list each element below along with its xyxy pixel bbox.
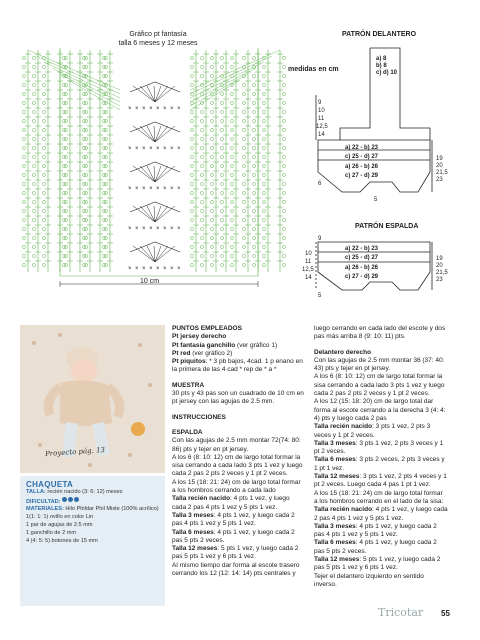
talla-6m-label: Talla 6 meses bbox=[172, 528, 214, 536]
svg-text:×: × bbox=[170, 146, 174, 152]
svg-text:×: × bbox=[128, 146, 132, 152]
delantero-heading: Delantero derecho bbox=[314, 348, 372, 356]
fantasia-ref: (ver gráfico 1) bbox=[235, 341, 278, 349]
fantasia-label: Pt fantasía ganchillo bbox=[172, 341, 236, 349]
front-waist-3: c) 27 - d) 29 bbox=[345, 173, 379, 179]
back-left-4: 14 bbox=[305, 275, 312, 281]
text-column-2 bbox=[314, 325, 448, 589]
col2-first: luego cerrando en cada lado del escote y dos pas más arriba 8 (9: 10: 11) pts. bbox=[314, 325, 446, 341]
talla-rn-text: : 4 pts 1 vez, y luego cada 2 pas 4 pts 1 vez y 5 pts 1 vez. bbox=[172, 495, 290, 511]
b-6m-label: Talla 6 meses bbox=[314, 539, 356, 547]
talla-rn-label: Talla recién nacido bbox=[172, 495, 231, 503]
svg-text:×: × bbox=[177, 226, 181, 232]
front-left-4: 14 bbox=[318, 132, 325, 138]
b-6m-text: : 4 pts 1 vez, y luego cada 2 pas 5 pts 2 veces. bbox=[314, 539, 437, 555]
text-column-1 bbox=[172, 325, 304, 578]
front-bottom-1: 5 bbox=[374, 197, 378, 203]
photo-caption: Proyecto pág. 13 bbox=[44, 445, 106, 459]
difficulty-dot-icon bbox=[74, 497, 79, 502]
front-left-2: 11 bbox=[318, 116, 325, 122]
front-left-1: 10 bbox=[318, 108, 325, 114]
svg-text:×: × bbox=[163, 266, 167, 272]
svg-text:×: × bbox=[128, 106, 132, 112]
back-waist-1: c) 25 - d) 27 bbox=[345, 255, 379, 261]
svg-text:×: × bbox=[128, 186, 132, 192]
svg-text:×: × bbox=[149, 106, 153, 112]
espalda-text-2: A los 6 (8: 10: 12) cm de largo total formar la sisa cerrando a cada lado 3 pts 1 vez y luego cada 2 pas 2 pts 2 veces y 1 pt 2 veces. bbox=[172, 453, 303, 478]
svg-text:×: × bbox=[135, 186, 139, 192]
difficulty-dot-icon bbox=[62, 497, 67, 502]
col1-last: Al mismo tiempo dar forma al escote trasero cerrando los 12 (12: 14: 14) pts centrales y bbox=[172, 561, 300, 578]
fantasia-line bbox=[172, 342, 304, 350]
delantero-text-1: Con las agujas de 2.5 mm montar 36 (37: 40: 43) pts y tejer en pt jersey. bbox=[314, 356, 445, 373]
back-bottom-0: 5 bbox=[318, 293, 322, 299]
dificultad-key: DIFICULTAD: bbox=[26, 498, 61, 505]
talla-key: TALLA: bbox=[26, 489, 46, 495]
back-left-0: 9 bbox=[318, 236, 322, 242]
piquitos-text: : * 3 pb bajos, 4cad. 1 p enano en la primera de las 4 cad * rep de * a * bbox=[172, 358, 303, 374]
svg-text:×: × bbox=[170, 186, 174, 192]
front-top-a: a) 8 bbox=[376, 56, 387, 62]
b-rn-text: : 4 pts 1 vez, y luego cada 2 pas 4 pts 1 vez y 5 pts 1 vez. bbox=[314, 506, 448, 522]
front-right-2: 21,5 bbox=[436, 170, 448, 176]
svg-text:×: × bbox=[128, 266, 132, 272]
svg-text:×: × bbox=[149, 186, 153, 192]
talla-12m-text: : 5 pts 1 vez, y luego cada 2 pas 5 pts 1 vez y 6 pts 1 vez. bbox=[172, 545, 299, 561]
back-left-3: 12,5 bbox=[302, 267, 314, 273]
a-3m-line bbox=[314, 440, 448, 457]
svg-text:×: × bbox=[142, 106, 146, 112]
talla-3m-label: Talla 3 meses bbox=[172, 511, 214, 519]
red-ref: (ver gráfico 2) bbox=[190, 349, 233, 357]
back-pattern-title: PATRÓN ESPALDA bbox=[355, 223, 419, 230]
svg-text:×: × bbox=[156, 106, 160, 112]
talla-rn-line bbox=[172, 495, 304, 512]
b-3m-text: : 4 pts 1 vez, y luego cada 2 pas 4 pts 1 vez y 5 pts 1 vez. bbox=[314, 522, 437, 539]
a-rn-line bbox=[314, 423, 448, 440]
a-12m-line bbox=[314, 473, 448, 490]
espalda-text-1: Con las agujas de 2.5 mm montar 72(74: 80: 86) pts y tejer en pt jersey. bbox=[172, 437, 301, 453]
materials-box bbox=[20, 476, 165, 606]
svg-text:×: × bbox=[177, 146, 181, 152]
muestra-text: 30 pts y 43 pas son un cuadrado de 10 cm en pt jersey con las agujas de 2.5 mm. bbox=[172, 390, 304, 406]
delantero-text-2: A los 6 (8: 10: 12) cm de largo total formar la sisa cerrando a cada lado 3 pts 1 vez y luego cada 2 pas 2 pts 2 veces y 1 pt 2 veces. bbox=[314, 373, 445, 398]
back-right-0: 19 bbox=[436, 256, 443, 262]
talla-line bbox=[26, 489, 159, 497]
back-right-3: 23 bbox=[436, 277, 443, 283]
svg-text:×: × bbox=[142, 186, 146, 192]
svg-text:×: × bbox=[135, 266, 139, 272]
svg-text:×: × bbox=[163, 106, 167, 112]
talla-3m-text: : 4 pts 1 vez, y luego cada 2 pas 4 pts 1 vez y 5 pts 1 vez. bbox=[172, 511, 295, 528]
units-label: medidas en cm bbox=[288, 66, 339, 73]
b-12m-text: : 5 pts 1 vez, y luego cada 2 pas 5 pts 1 vez y 6 pts 1 vez. bbox=[314, 556, 441, 572]
talla-6m-text: : 4 pts 1 vez, y luego cada 2 pas 5 pts 2 veces. bbox=[172, 528, 295, 544]
svg-text:×: × bbox=[149, 226, 153, 232]
back-left-2: 11 bbox=[305, 259, 312, 265]
front-waist-1: c) 25 - d) 27 bbox=[345, 154, 379, 160]
talla-12m-label: Talla 12 meses bbox=[172, 545, 218, 553]
brand-logo: Tricotar bbox=[378, 606, 424, 619]
svg-text:×: × bbox=[163, 186, 167, 192]
a-3m-text: : 3 pts 1 vez, 2 pts 3 veces y 1 pt 2 veces. bbox=[314, 439, 444, 456]
svg-text:×: × bbox=[156, 226, 160, 232]
svg-text:×: × bbox=[128, 226, 132, 232]
delantero-text-4: A los 15 (18: 21: 24) cm de largo total formar a los hombros cerrando en el lado de la sisa: bbox=[314, 489, 444, 505]
b-rn-line bbox=[314, 506, 448, 523]
back-right-1: 20 bbox=[436, 263, 443, 269]
materials-title: CHAQUETA bbox=[26, 480, 74, 489]
difficulty-dots bbox=[62, 497, 80, 506]
front-left-3: 12,5 bbox=[316, 124, 328, 130]
front-bottom-0: 6 bbox=[318, 181, 322, 187]
difficulty-dot-icon bbox=[68, 497, 73, 502]
a-6m-label: Talla 6 meses bbox=[314, 456, 356, 464]
front-waist-0: a) 22 - b) 23 bbox=[345, 145, 379, 151]
dificultad-line bbox=[26, 497, 159, 507]
talla-3m-line bbox=[172, 512, 304, 529]
piquitos-label: Pt piquitos bbox=[172, 358, 206, 366]
svg-text:×: × bbox=[170, 266, 174, 272]
materials-line-2: 1 ganchillo de 2 mm bbox=[26, 529, 77, 536]
espalda-heading: ESPALDA bbox=[172, 428, 203, 436]
front-right-1: 20 bbox=[436, 163, 443, 169]
puntos-heading: PUNTOS EMPLEADOS bbox=[172, 325, 242, 332]
a-6m-line bbox=[314, 456, 448, 473]
svg-text:×: × bbox=[156, 146, 160, 152]
b-6m-line bbox=[314, 539, 448, 556]
col2-last: Tejer el delantero izquierdo en sentido inverso. bbox=[314, 572, 424, 588]
svg-text:×: × bbox=[163, 146, 167, 152]
svg-text:×: × bbox=[135, 226, 139, 232]
front-left-0: 9 bbox=[318, 100, 322, 106]
a-6m-text: : 3 pts 2 veces, 2 pts 3 veces y 1 pt 1 vez. bbox=[314, 456, 445, 472]
back-waist-3: c) 27 - d) 29 bbox=[345, 274, 379, 280]
front-pattern-title: PATRÓN DELANTERO bbox=[342, 31, 417, 38]
chart-width-label: 10 cm bbox=[140, 278, 160, 285]
b-rn-label: Talla recién nacido bbox=[314, 506, 373, 514]
a-3m-label: Talla 3 meses bbox=[314, 439, 356, 447]
svg-text:×: × bbox=[163, 226, 167, 232]
piquitos-line bbox=[172, 358, 304, 375]
back-right-2: 21,5 bbox=[436, 270, 448, 276]
materiales-value: Hilo Phildar Phil Mixte (100% acrílico) 1(1: 1: 1) ovillo en color Lin bbox=[26, 506, 159, 521]
svg-text:×: × bbox=[142, 266, 146, 272]
back-waist-2: a) 26 - b) 26 bbox=[345, 265, 379, 271]
materiales-line bbox=[26, 506, 159, 522]
svg-text:×: × bbox=[156, 266, 160, 272]
front-right-3: 23 bbox=[436, 177, 443, 183]
front-waist-2: a) 26 - b) 26 bbox=[345, 164, 379, 170]
red-label: Pt red bbox=[172, 349, 191, 357]
red-line bbox=[172, 350, 304, 358]
materiales-key: MATERIALES: bbox=[26, 506, 64, 513]
b-3m-label: Talla 3 meses bbox=[314, 522, 356, 530]
svg-text:×: × bbox=[135, 146, 139, 152]
svg-text:×: × bbox=[149, 266, 153, 272]
materials-line-1: 1 par de agujas de 2.5 mm bbox=[26, 522, 93, 529]
svg-text:×: × bbox=[177, 186, 181, 192]
svg-text:×: × bbox=[156, 186, 160, 192]
b-12m-label: Talla 12 meses bbox=[314, 556, 360, 564]
back-waist-0: a) 22 - b) 23 bbox=[345, 246, 379, 252]
a-rn-label: Talla recién nacido bbox=[314, 423, 373, 431]
front-top-cd: c) d) 10 bbox=[376, 70, 398, 76]
svg-text:×: × bbox=[142, 226, 146, 232]
b-3m-line bbox=[314, 523, 448, 540]
svg-text:×: × bbox=[135, 106, 139, 112]
muestra-heading: MUESTRA bbox=[172, 381, 205, 389]
talla-6m-line bbox=[172, 529, 304, 546]
back-left-1: 10 bbox=[305, 251, 312, 257]
instrucciones-heading: INSTRUCCIONES bbox=[172, 413, 226, 421]
page-number: 55 bbox=[441, 609, 450, 618]
espalda-text-3: A los 15 (18: 21: 24) cm de largo total formar a los hombros cerrando a cada lado bbox=[172, 478, 301, 495]
svg-text:×: × bbox=[177, 266, 181, 272]
svg-text:×: × bbox=[142, 146, 146, 152]
jersey-derecho: Pt jersey derecho bbox=[172, 333, 227, 341]
talla-12m-line bbox=[172, 545, 304, 562]
svg-text:×: × bbox=[149, 146, 153, 152]
svg-text:×: × bbox=[170, 106, 174, 112]
svg-text:×: × bbox=[170, 226, 174, 232]
a-12m-label: Talla 12 meses bbox=[314, 473, 360, 481]
a-rn-text: : 3 pts 1 vez, 2 pts 3 veces y 1 pt 2 veces. bbox=[314, 423, 431, 439]
delantero-text-3: A los 12 (15: 18: 20) cm de largo total dar forma al escote cerrando a la derecha 3 (4: 4: 4) pts y luego cada 2 pas bbox=[314, 398, 446, 422]
svg-text:×: × bbox=[177, 106, 181, 112]
chart-title-line1: Gráfico pt fantasía bbox=[129, 31, 187, 38]
front-top-b: b) 8 bbox=[376, 63, 387, 69]
materials-line-3: 4 (4: 5: 5) botones de 15 mm bbox=[26, 537, 98, 544]
b-12m-line bbox=[314, 556, 448, 573]
talla-value: recién nacido (3: 6: 12) meses bbox=[47, 489, 123, 495]
front-right-0: 19 bbox=[436, 156, 443, 162]
chart-title-line2: talla 6 meses y 12 meses bbox=[118, 40, 198, 47]
a-12m-text: : 3 pts 1 vez, 2 pts 4 veces y 1 pt 2 veces. Luego cada 4 pas 1 pt 1 vez. bbox=[314, 473, 447, 489]
